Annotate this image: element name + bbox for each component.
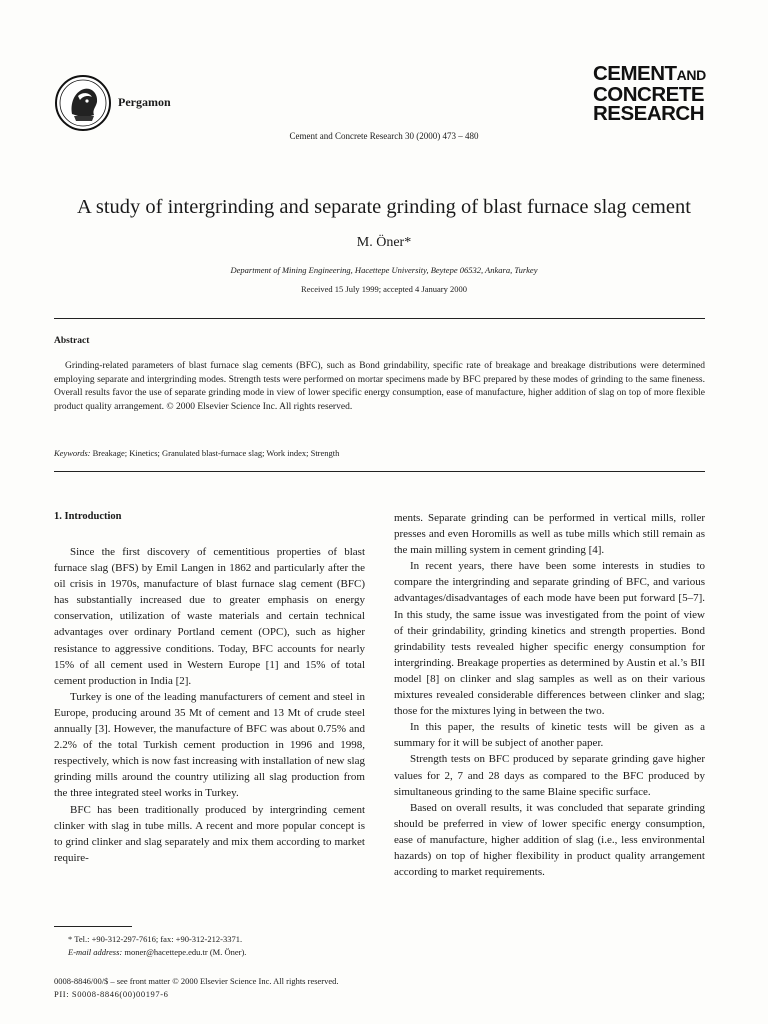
article-author: M. Öner* (356, 235, 412, 250)
front-matter (54, 975, 339, 1000)
issn-line: 0008-8846/00/$ – see front matter © 2000 Elsevier Science Inc. All rights reserved. (54, 976, 339, 986)
pergamon-emblem-icon (54, 74, 112, 132)
journal-citation: Cement and Concrete Research 30 (2000) 473 – 480 (289, 131, 479, 141)
publisher-name: Pergamon (118, 95, 171, 109)
pii-line: PII: S0008-8846(00)00197-6 (54, 988, 169, 999)
right-column (394, 510, 705, 880)
keywords (54, 448, 705, 458)
author-affiliation: Department of Mining Engineering, Hacettepe University, Beytepe 06532, Ankara, Turkey (230, 265, 538, 275)
footnote-contact: * Tel.: +90-312-297-7616; fax: +90-312-212-3371. (68, 934, 243, 944)
paragraph: BFC has been traditionally produced by intergrinding cement clinker with slag in tube mills. A recent and more popular concept is to grind clinker and slag separately and mix them according to market require- (54, 803, 365, 864)
journal-logo-word: CEMENT (593, 62, 677, 85)
paragraph: In recent years, there have been some interests in studies to compare the intergrinding and separate grinding of BFC, and various advantages/disadvantages of each mode have been put forward [5–7]. In this study, the same issue was investigated from the point of view of their grindability, grinding kinetics and strength properties. Bond grindability tests revealed higher specific energy consumption for intergrinding. Breakage properties as determined by Austin et al.’s BII model [8] on clinker and slag samples as well as on their various mixtures revealed considerable differences between clinker and slag; those for the mixtures lying in between the two. (394, 560, 705, 718)
divider (54, 471, 705, 472)
divider (54, 318, 705, 319)
journal-logo-word: RESEARCH (593, 102, 705, 125)
journal-logo-word: CONCRETE (593, 83, 705, 106)
journal-logo-word: AND (676, 67, 706, 83)
keywords-list: Breakage; Kinetics; Granulated blast-furnace slag; Work index; Strength (92, 448, 340, 458)
abstract-heading: Abstract (54, 336, 90, 346)
paragraph: Based on overall results, it was concluded that separate grinding should be preferred in view of lower specific energy consumption, ease of manufacture, higher addition of slag (i.e., less environmental hazards) on top of higher flexibility in product quality arrangement according to market requirements. (394, 801, 705, 879)
received-dates: Received 15 July 1999; accepted 4 January 2000 (301, 284, 467, 294)
paragraph: In this paper, the results of kinetic tests will be given as a summary for it will be subject of another paper. (394, 721, 705, 750)
keywords-label: Keywords: (54, 448, 91, 458)
journal-logo (593, 64, 706, 123)
paragraph: Strength tests on BFC produced by separate grinding gave higher values for 2, 7 and 28 days as compared to the BFC produced by simultaneous grinding to the same Blaine specific surface. (394, 753, 705, 798)
paragraph: Since the first discovery of cementitious properties of blast furnace slag (BFS) by Emil Langen in 1862 and particularly after the oil crisis in 1970s, manufacture of blast furnace slag cement (BFC) has substantially increased due to greater emphasis on energy conservation, utilization of waste materials and certain technical advantages over ordinary Portland cement (OPC), such as higher resistance to aggressive conditions. Today, BFC accounts for nearly 15% of all cement used in Western Europe [1] and 15% of total cement production in India [2]. (54, 546, 365, 687)
left-column (54, 510, 365, 866)
section-heading: 1. Introduction (54, 511, 122, 522)
email-label: E-mail address: (68, 947, 123, 957)
article-title: A study of intergrinding and separate grinding of blast furnace slag cement (77, 196, 691, 218)
footnote-email (54, 946, 365, 959)
abstract-text: Grinding-related parameters of blast furnace slag cements (BFC), such as Bond grindability, specific rate of breakage and breakage distributions were determined employing separate and intergrinding modes. Strength tests were performed on mortar specimens made by BFC prepared by these modes of grinding to the same fineness. Overall results favor the use of separate grinding mode in view of lower specific energy consumption, ease of manufacture, higher addition of slag on top of more flexible product quality arrangement. © 2000 Elsevier Science Inc. All rights reserved. (54, 361, 705, 412)
email-address: moner@hacettepe.edu.tr (M. Öner). (124, 947, 247, 957)
paragraph: Turkey is one of the leading manufacturers of cement and steel in Europe, producing around 35 Mt of cement and 13 Mt of crude steel annually [3]. However, the manufacture of BFC was about 0.75% and 2.2% of the total Turkish cement production in 1996 and 1998, respectively, which is now fast increasing with installation of new slag grinding mills around the country utilizing all slag production from the three integrated steel works in Turkey. (54, 690, 365, 800)
footnote-divider (54, 926, 132, 927)
paragraph: ments. Separate grinding can be performed in vertical mills, roller presses and even Horomills as well as tube mills which still remain as the main milling system in cement grinding [4]. (394, 512, 705, 557)
